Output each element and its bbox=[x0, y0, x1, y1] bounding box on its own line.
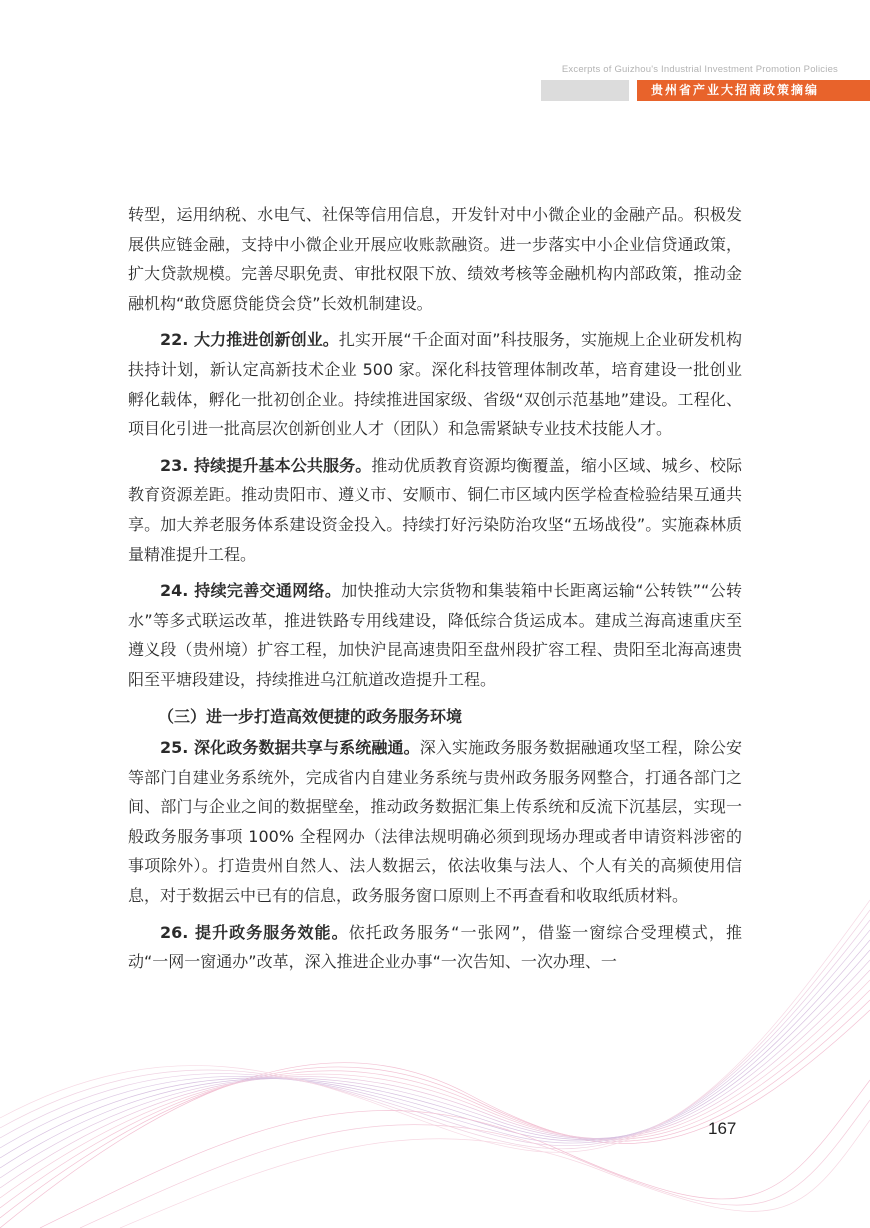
paragraph-26 bbox=[128, 918, 742, 977]
header-title: 贵州省产业大招商政策摘编 bbox=[637, 80, 870, 101]
page-content bbox=[128, 200, 742, 984]
item-22-body: 扎实开展“千企面对面”科技服务，实施规上企业研发机构扶持计划，新认定高新技术企业 500 家。深化科技管理体制改革，培育建设一批创业孵化载体，孵化一批初创企业。持续推进国家级、省级“双创示范基地”建设。工程化、项目化引进一批高层次创新创业人才（团队）和急需紧缺专业技术技能人才。 bbox=[128, 330, 742, 439]
paragraph-22 bbox=[128, 325, 742, 443]
section-heading-3: （三）进一步打造高效便捷的政务服务环境 bbox=[158, 706, 463, 726]
header-gray-bar bbox=[541, 80, 629, 101]
header-subtitle-en: Excerpts of Guizhou's Industrial Investment Promotion Policies bbox=[561, 64, 838, 75]
item-23-body: 推动优质教育资源均衡覆盖，缩小区域、城乡、校际教育资源差距。推动贵阳市、遵义市、安顺市、铜仁市区域内医学检查检验结果互通共享。加大养老服务体系建设资金投入。持续打好污染防治攻坚“五场战役”。实施森林质量精准提升工程。 bbox=[128, 455, 742, 564]
paragraph-23 bbox=[128, 451, 742, 569]
item-26-body: 依托政务服务“一张网”，借鉴一窗综合受理模式，推动“一网一窗通办”改革，深入推进企业办事“一次告知、一次办理、一 bbox=[128, 922, 742, 972]
page-number: 167 bbox=[708, 1119, 737, 1138]
item-26-heading: 26. 提升政务服务效能。 bbox=[160, 922, 349, 942]
item-22-heading: 22. 大力推进创新创业。 bbox=[160, 330, 339, 350]
item-24-heading: 24. 持续完善交通网络。 bbox=[160, 581, 342, 601]
paragraph-24 bbox=[128, 576, 742, 694]
paragraph-continuation: 转型，运用纳税、水电气、社保等信用信息，开发针对中小微企业的金融产品。积极发展供应链金融，支持中小微企业开展应收账款融资。进一步落实中小企业信贷通政策，扩大贷款规模。完善尽职免责、审批权限下放、绩效考核等金融机构内部政策，推动金融机构“敢贷愿贷能贷会贷”长效机制建设。 bbox=[128, 205, 742, 313]
item-25-heading: 25. 深化政务数据共享与系统融通。 bbox=[160, 738, 420, 758]
paragraph-25 bbox=[128, 733, 742, 911]
item-25-body: 深入实施政务服务数据融通攻坚工程，除公安等部门自建业务系统外，完成省内自建业务系统与贵州政务服务网整合，打通各部门之间、部门与企业之间的数据壁垒，推动政务数据汇集上传系统和反流下沉基层，实现一般政务服务事项 100% 全程网办（法律法规明确必须到现场办理或者申请资料涉密的事项除外）。打造贵州自然人、法人数据云，依法收集与法人、个人有关的高频使用信息，对于数据云中已有的信息，政务服务窗口原则上不再查看和收取纸质材料。 bbox=[128, 738, 742, 906]
item-24-body: 加快推动大宗货物和集装箱中长距离运输“公转铁”“公转水”等多式联运改革，推进铁路专用线建设，降低综合货运成本。建成兰海高速重庆至遵义段（贵州境）扩容工程，加快沪昆高速贵阳至盘州段扩容工程、贵阳至北海高速贵阳至平塘段建设，持续推进乌江航道改造提升工程。 bbox=[128, 581, 742, 689]
item-23-heading: 23. 持续提升基本公共服务。 bbox=[160, 455, 372, 475]
